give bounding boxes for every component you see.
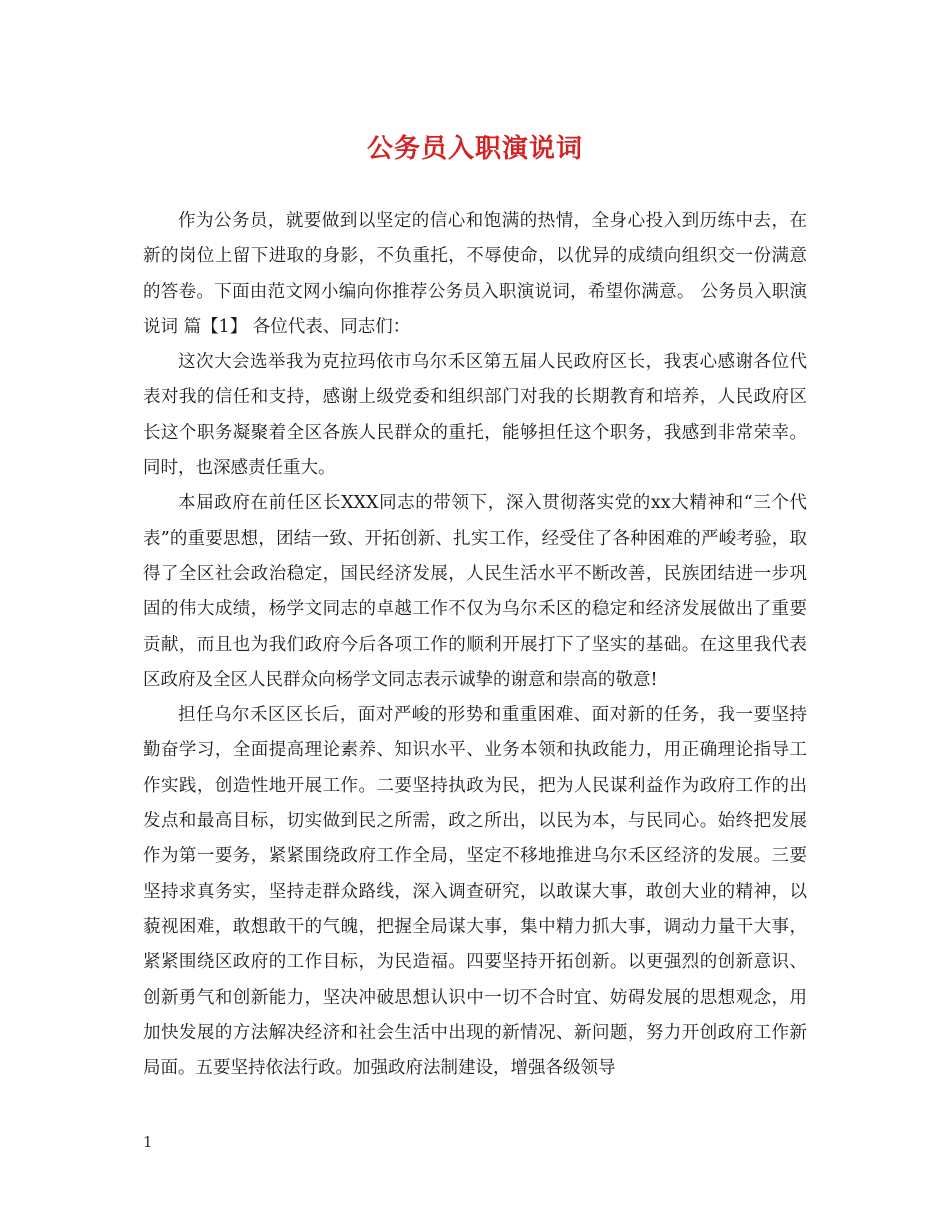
document-title: 公务员入职演说词	[366, 134, 583, 164]
paragraph-thanks: 这次大会选举我为克拉玛依市乌尔禾区第五届人民政府区长，我衷心感谢各位代表对我的信任和支持，感谢上级党委和组织部门对我的长期教育和培养，人民政府区长这个职务凝聚着全区各族人民群众的重托，能够担任这个职务，我感到非常荣幸。同时，也深感责任重大。	[143, 352, 807, 479]
document-body	[143, 204, 807, 1086]
paragraph-intro: 作为公务员，就要做到以坚定的信心和饱满的热情，全身心投入到历练中去，在新的岗位上留下进取的身影，不负重托，不辱使命，以优异的成绩向组织交一份满意的答卷。下面由范文网小编向你推荐公务员入职演说词，希望你满意。 公务员入职演说词 篇【1】 各位代表、同志们：	[143, 211, 807, 337]
page-number: 1	[143, 1133, 153, 1151]
paragraph-commitments: 担任乌尔禾区区长后，面对严峻的形势和重重困难、面对新的任务，我一要坚持勤奋学习，全面提高理论素养、知识水平、业务本领和执政能力，用正确理论指导工作实践，创造性地开展工作。二要坚持执政为民，把为人民谋利益作为政府工作的出发点和最高目标，切实做到民之所需，政之所出，以民为本，与民同心。始终把发展作为第一要务，紧紧围绕政府工作全局，坚定不移地推进乌尔禾区经济的发展。三要坚持求真务实，坚持走群众路线，深入调查研究，以敢谋大事，敢创大业的精神，以藐视困难，敢想敢干的气魄，把握全局谋大事，集中精力抓大事，调动力量干大事，紧紧围绕区政府的工作目标，为民造福。四要坚持开拓创新。以更强烈的创新意识、创新勇气和创新能力，坚决冲破思想认识中一切不合时宜、妨碍发展的思想观念，用加快发展的方法解决经济和社会生活中出现的新情况、新问题，努力开创政府工作新局面。五要坚持依法行政。加强政府法制建设，增强各级领导	[143, 705, 807, 1079]
paragraph-review: 本届政府在前任区长XXX同志的带领下，深入贯彻落实党的xx大精神和“三个代表”的重要思想，团结一致、开拓创新、扎实工作，经受住了各种困难的严峻考验，取得了全区社会政治稳定，国民经济发展，人民生活水平不断改善，民族团结进一步巩固的伟大成绩，杨学文同志的卓越工作不仅为乌尔禾区的稳定和经济发展做出了重要贡献，而且也为我们政府今后各项工作的顺利开展打下了坚实的基础。在这里我代表区政府及全区人民群众向杨学文同志表示诚挚的谢意和崇高的敬意!	[143, 493, 807, 690]
